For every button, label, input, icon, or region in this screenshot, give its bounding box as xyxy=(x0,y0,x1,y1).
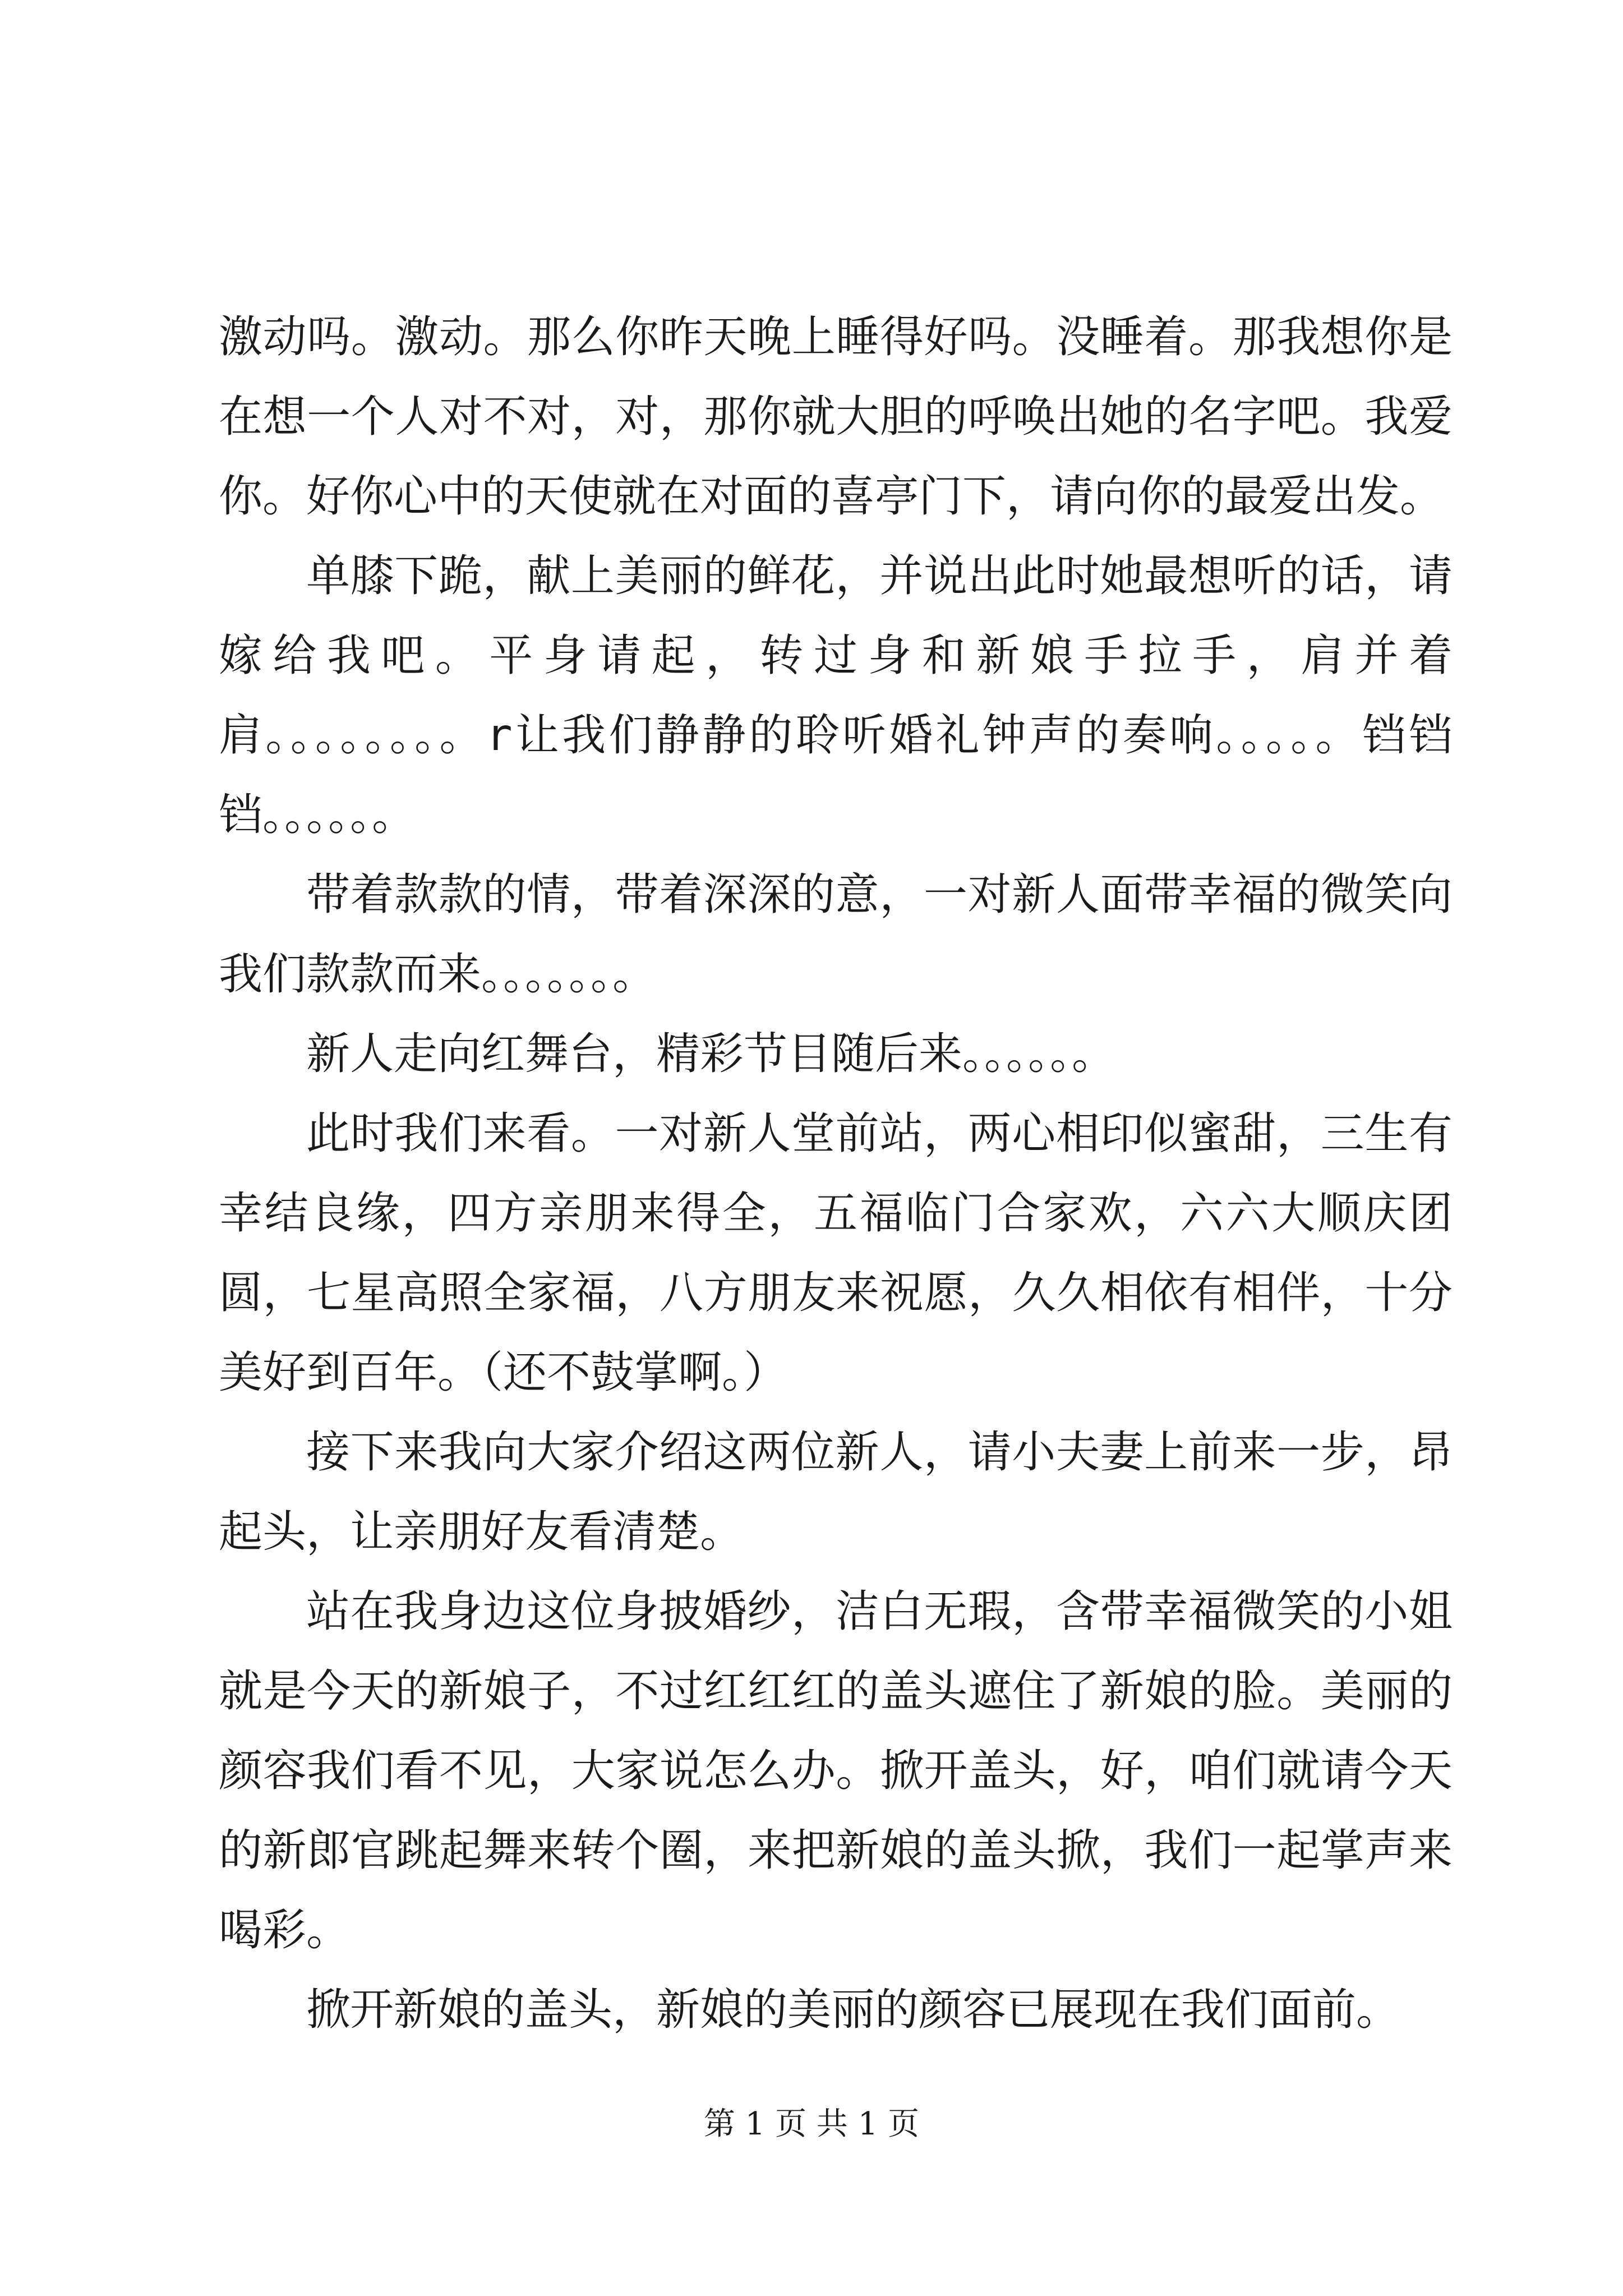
paragraph-4: 新人走向红舞台，精彩节目随后来。。。。。。 xyxy=(306,1029,1116,1079)
paragraph-1: 激动吗。激动。那么你昨天晚上睡得好吗。没睡着。那我想你是在想一个人对不对，对，那你就大胆的呼唤出她的名字吧。我爱你。好你心中的天使就在对面的喜亭门下，请向你的最爱出发。 xyxy=(219,312,1453,522)
page-footer: 第 1 页 共 1 页 xyxy=(703,2106,920,2142)
paragraph-8: 掀开新娘的盖头，新娘的美丽的颜容已展现在我们面前。 xyxy=(306,1985,1400,2035)
paragraph-7: 站在我身边这位身披婚纱，洁白无瑕，含带幸福微笑的小姐就是今天的新娘子，不过红红红的盖头遮住了新娘的脸。美丽的颜容我们看不见，大家说怎么办。掀开盖头，好，咱们就请今天的新郎官跳起舞来转个圈，来把新娘的盖头掀，我们一起掌声来喝彩。 xyxy=(219,1586,1453,1955)
paragraph-3: 带着款款的情，带着深深的意，一对新人面带幸福的微笑向我们款款而来。。。。。。。 xyxy=(219,869,1453,1000)
paragraph-6: 接下来我向大家介绍这两位新人，请小夫妻上前来一步，昂起头，让亲朋好友看清楚。 xyxy=(219,1427,1453,1557)
paragraph-5: 此时我们来看。一对新人堂前站，两心相印似蜜甜，三生有幸结良缘，四方亲朋来得全，五福临门合家欢，六六大顺庆团圆，七星高照全家福，八方朋友来祝愿，久久相依有相伴，十分美好到百年。（还不鼓掌啊。） xyxy=(219,1108,1453,1398)
paragraph-2: 单膝下跪，献上美丽的鲜花，并说出此时她最想听的话，请嫁给我吧。平身请起，转过身和新娘手拉手，肩并着肩。。。。。。。。r让我们静静的聆听婚礼钟声的奏响。。。。。铛铛铛。。。。。。 xyxy=(219,551,1453,840)
document-body xyxy=(219,297,1453,2050)
